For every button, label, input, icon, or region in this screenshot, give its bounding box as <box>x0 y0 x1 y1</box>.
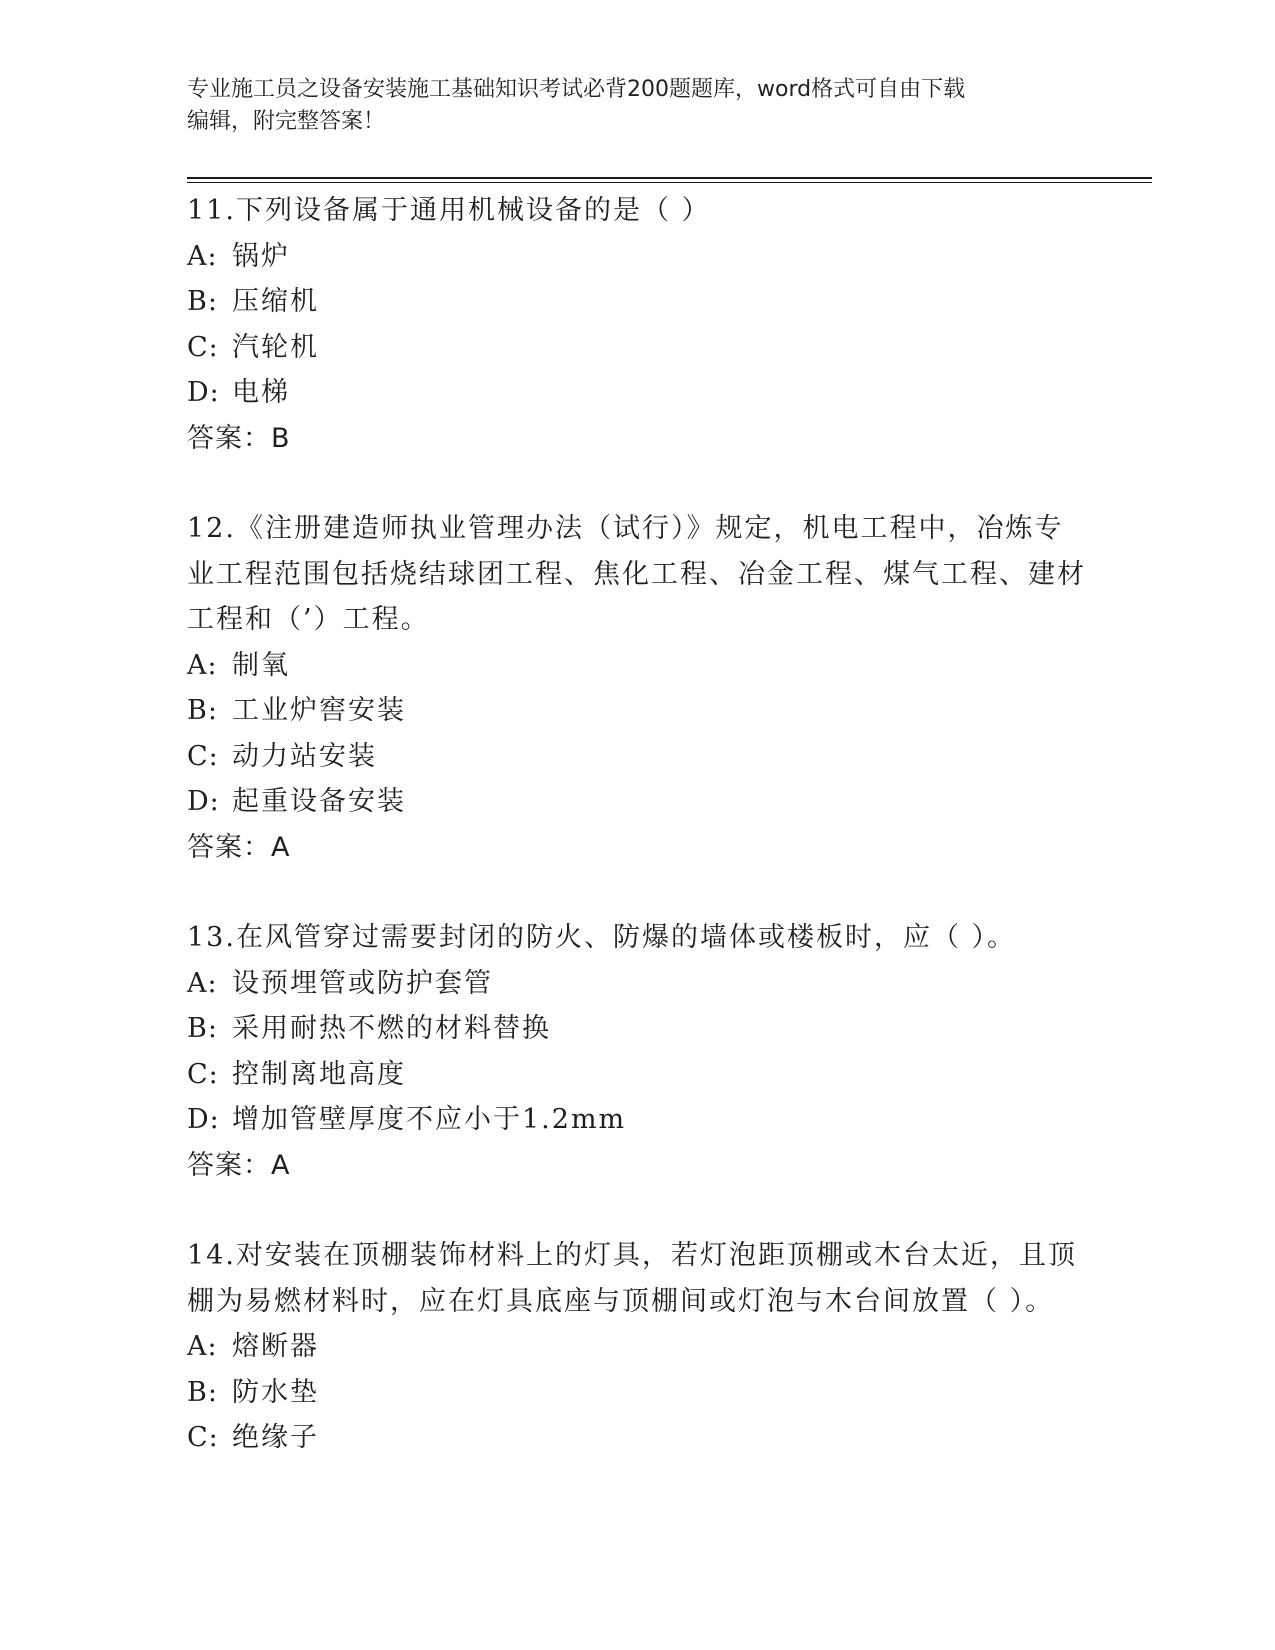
option-text: 防水垫 <box>232 1376 319 1408</box>
option-a <box>187 961 1087 1007</box>
option-b <box>187 279 1087 325</box>
question-11 <box>187 188 1087 461</box>
option-key: D: <box>187 377 220 408</box>
option-key: B: <box>187 286 218 317</box>
option-key: D: <box>187 1104 220 1135</box>
option-c <box>187 734 1087 780</box>
option-key: A: <box>187 240 218 272</box>
spacer <box>187 1188 1087 1233</box>
option-text: 增加管壁厚度不应小于1.2mm <box>232 1104 627 1135</box>
question-list <box>187 188 1087 1461</box>
answer-line: 答案：A <box>187 1149 291 1181</box>
option-c <box>187 325 1087 371</box>
question-text: 13.在风管穿过需要封闭的防火、防爆的墙体或楼板时，应（ ）。 <box>187 922 1017 953</box>
option-a <box>187 1324 1087 1370</box>
option-text: 制氧 <box>232 649 290 681</box>
option-key: C: <box>187 1058 219 1090</box>
header-divider-thin <box>187 182 1152 183</box>
option-b <box>187 1006 1087 1052</box>
option-text: 压缩机 <box>232 286 319 317</box>
option-text: 熔断器 <box>232 1331 319 1362</box>
option-a <box>187 234 1087 280</box>
option-key: B: <box>187 695 218 726</box>
option-key: D: <box>187 786 220 817</box>
document-header <box>187 74 1067 138</box>
answer-line: 答案：B <box>187 422 291 454</box>
header-line-2: 编辑，附完整答案！ <box>187 109 386 134</box>
option-key: B: <box>187 1376 218 1408</box>
header-line-1: 专业施工员之设备安装施工基础知识考试必背200题题库，word格式可自由下载 <box>187 77 966 102</box>
option-c <box>187 1415 1087 1461</box>
spacer <box>187 461 1087 506</box>
option-text: 工业炉窖安装 <box>232 695 406 726</box>
option-text: 锅炉 <box>232 240 290 272</box>
option-d <box>187 779 1087 825</box>
option-b <box>187 1370 1087 1416</box>
option-d <box>187 1097 1087 1143</box>
option-b <box>187 688 1087 734</box>
option-key: B: <box>187 1013 218 1044</box>
option-text: 设预埋管或防护套管 <box>232 967 493 999</box>
question-14 <box>187 1233 1087 1461</box>
question-13 <box>187 915 1087 1188</box>
option-key: A: <box>187 967 218 999</box>
option-text: 绝缘子 <box>232 1422 319 1453</box>
question-text: 14.对安装在顶棚装饰材料上的灯具，若灯泡距顶棚或木台太近，且顶棚为易燃材料时，应在灯具底座与顶棚间或灯泡与木台间放置（ ）。 <box>187 1240 1077 1317</box>
option-c <box>187 1052 1087 1098</box>
option-text: 电梯 <box>232 377 290 408</box>
option-text: 起重设备安装 <box>232 786 406 817</box>
option-key: C: <box>187 1422 219 1453</box>
option-d <box>187 370 1087 416</box>
option-key: A: <box>187 1331 218 1362</box>
option-text: 动力站安装 <box>232 740 377 772</box>
option-key: C: <box>187 740 219 772</box>
option-key: A: <box>187 649 218 681</box>
question-12 <box>187 506 1087 870</box>
option-key: C: <box>187 331 219 363</box>
option-text: 控制离地高度 <box>232 1058 406 1090</box>
question-text: 11.下列设备属于通用机械设备的是（ ） <box>187 195 711 226</box>
answer-line: 答案：A <box>187 831 291 863</box>
header-divider-thick <box>187 177 1152 179</box>
spacer <box>187 870 1087 915</box>
option-text: 汽轮机 <box>232 331 319 363</box>
option-text: 采用耐热不燃的材料替换 <box>232 1013 551 1044</box>
question-text: 12.《注册建造师执业管理办法（试行）》规定，机电工程中，冶炼专业工程范围包括烧结球团工程、焦化工程、冶金工程、煤气工程、建材工程和（’）工程。 <box>187 513 1086 635</box>
option-a <box>187 643 1087 689</box>
